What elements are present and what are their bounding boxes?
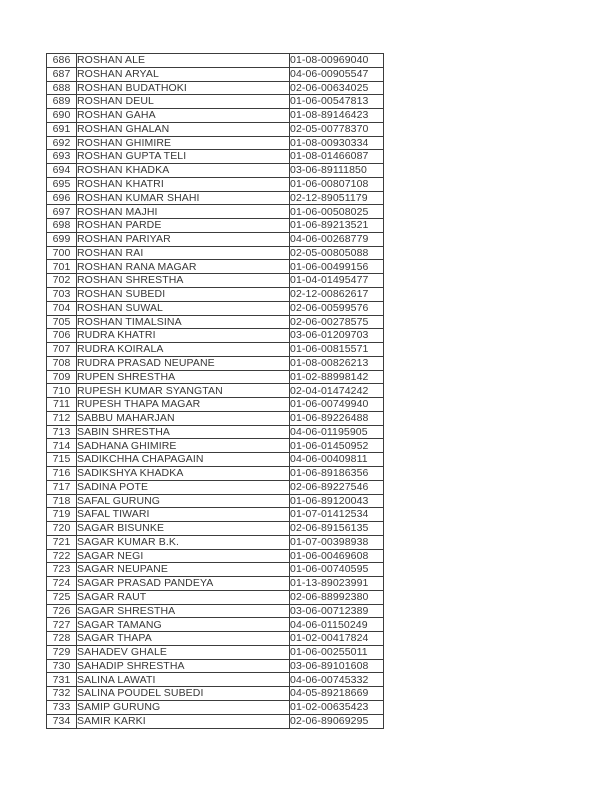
table-row [47,150,384,164]
name-cell: SADIKCHHA CHAPAGAIN [77,453,290,467]
serial-number-cell: 730 [47,659,77,673]
name-cell: SABIN SHRESTHA [77,425,290,439]
table-row [47,673,384,687]
serial-number-cell: 705 [47,315,77,329]
serial-number-cell: 726 [47,604,77,618]
table-row [47,687,384,701]
table-row [47,343,384,357]
name-cell: ROSHAN KUMAR SHAHI [77,191,290,205]
serial-number-cell: 686 [47,54,77,68]
serial-number-cell: 729 [47,645,77,659]
name-cell: SAGAR PRASAD PANDEYA [77,577,290,591]
id-number-cell: 02-05-00778370 [290,122,384,136]
serial-number-cell: 722 [47,549,77,563]
name-cell: RUPESH THAPA MAGAR [77,398,290,412]
id-number-cell: 01-07-01412534 [290,508,384,522]
id-number-cell: 01-06-89186356 [290,466,384,480]
table-row [47,81,384,95]
name-cell: ROSHAN ALE [77,54,290,68]
id-number-cell: 03-06-00712389 [290,604,384,618]
name-cell: RUPESH KUMAR SYANGTAN [77,384,290,398]
name-cell: RUDRA KHATRI [77,329,290,343]
serial-number-cell: 712 [47,411,77,425]
id-number-cell: 04-06-00409811 [290,453,384,467]
id-number-cell: 01-06-00749940 [290,398,384,412]
serial-number-cell: 699 [47,232,77,246]
id-number-cell: 03-06-89101608 [290,659,384,673]
serial-number-cell: 688 [47,81,77,95]
id-number-cell: 02-04-01474242 [290,384,384,398]
name-cell: SALINA LAWATI [77,673,290,687]
id-number-cell: 01-04-01495477 [290,274,384,288]
serial-number-cell: 692 [47,136,77,150]
id-number-cell: 01-06-00508025 [290,205,384,219]
table-row [47,315,384,329]
table-row [47,453,384,467]
name-cell: ROSHAN SHRESTHA [77,274,290,288]
table-row [47,535,384,549]
table-row [47,274,384,288]
name-cell: ROSHAN ARYAL [77,67,290,81]
serial-number-cell: 702 [47,274,77,288]
id-number-cell: 02-06-00278575 [290,315,384,329]
table-row [47,246,384,260]
serial-number-cell: 716 [47,466,77,480]
serial-number-cell: 715 [47,453,77,467]
table-row [47,549,384,563]
name-cell: ROSHAN MAJHI [77,205,290,219]
serial-number-cell: 709 [47,370,77,384]
name-cell: SAFAL GURUNG [77,494,290,508]
name-cell: SAGAR KUMAR B.K. [77,535,290,549]
id-number-cell: 02-06-00634025 [290,81,384,95]
table-row [47,260,384,274]
name-cell: SAGAR BISUNKE [77,522,290,536]
serial-number-cell: 687 [47,67,77,81]
name-cell: ROSHAN DEUL [77,95,290,109]
id-number-cell: 01-02-00635423 [290,700,384,714]
name-cell: SAHADIP SHRESTHA [77,659,290,673]
table-row [47,590,384,604]
serial-number-cell: 714 [47,439,77,453]
name-cell: ROSHAN TIMALSINA [77,315,290,329]
name-cell: RUPEN SHRESTHA [77,370,290,384]
name-cell: RUDRA KOIRALA [77,343,290,357]
id-number-cell: 04-06-00905547 [290,67,384,81]
serial-number-cell: 724 [47,577,77,591]
name-cell: ROSHAN GUPTA TELI [77,150,290,164]
name-cell: ROSHAN SUBEDI [77,288,290,302]
table-row [47,494,384,508]
serial-number-cell: 704 [47,301,77,315]
table-row [47,714,384,728]
table-row [47,522,384,536]
name-cell: ROSHAN GHALAN [77,122,290,136]
table-row [47,604,384,618]
table-row [47,205,384,219]
id-number-cell: 01-06-89120043 [290,494,384,508]
serial-number-cell: 732 [47,687,77,701]
id-number-cell: 01-06-00499156 [290,260,384,274]
table-row [47,480,384,494]
name-cell: ROSHAN PARIYAR [77,232,290,246]
table-row [47,67,384,81]
table-row [47,164,384,178]
roster-table [46,53,384,729]
table-row [47,191,384,205]
id-number-cell: 01-08-00969040 [290,54,384,68]
id-number-cell: 01-06-00740595 [290,563,384,577]
name-cell: SABBU MAHARJAN [77,411,290,425]
name-cell: SAMIP GURUNG [77,700,290,714]
id-number-cell: 01-08-01466087 [290,150,384,164]
serial-number-cell: 708 [47,356,77,370]
table-row [47,95,384,109]
table-row [47,122,384,136]
name-cell: SAGAR SHRESTHA [77,604,290,618]
id-number-cell: 04-05-89218669 [290,687,384,701]
table-row [47,563,384,577]
table-row [47,370,384,384]
serial-number-cell: 691 [47,122,77,136]
serial-number-cell: 719 [47,508,77,522]
serial-number-cell: 689 [47,95,77,109]
name-cell: ROSHAN KHATRI [77,177,290,191]
id-number-cell: 02-05-00805088 [290,246,384,260]
serial-number-cell: 725 [47,590,77,604]
id-number-cell: 02-06-00599576 [290,301,384,315]
id-number-cell: 01-02-88998142 [290,370,384,384]
serial-number-cell: 710 [47,384,77,398]
table-row [47,398,384,412]
table-row [47,700,384,714]
id-number-cell: 04-06-01195905 [290,425,384,439]
id-number-cell: 01-08-89146423 [290,109,384,123]
name-cell: SADHANA GHIMIRE [77,439,290,453]
serial-number-cell: 727 [47,618,77,632]
id-number-cell: 01-08-00930334 [290,136,384,150]
name-cell: SAGAR TAMANG [77,618,290,632]
name-cell: SADIKSHYA KHADKA [77,466,290,480]
table-row [47,411,384,425]
name-cell: ROSHAN GAHA [77,109,290,123]
serial-number-cell: 721 [47,535,77,549]
name-cell: RUDRA PRASAD NEUPANE [77,356,290,370]
id-number-cell: 01-06-00807108 [290,177,384,191]
serial-number-cell: 720 [47,522,77,536]
serial-number-cell: 697 [47,205,77,219]
name-cell: ROSHAN SUWAL [77,301,290,315]
id-number-cell: 04-06-00268779 [290,232,384,246]
name-cell: SAGAR NEUPANE [77,563,290,577]
serial-number-cell: 695 [47,177,77,191]
table-row [47,384,384,398]
table-row [47,301,384,315]
id-number-cell: 02-12-00862617 [290,288,384,302]
table-row [47,577,384,591]
id-number-cell: 02-12-89051179 [290,191,384,205]
table-row [47,466,384,480]
name-cell: ROSHAN GHIMIRE [77,136,290,150]
table-row [47,177,384,191]
name-cell: SAGAR THAPA [77,632,290,646]
table-row [47,425,384,439]
table-row [47,356,384,370]
serial-number-cell: 728 [47,632,77,646]
name-cell: SAGAR NEGI [77,549,290,563]
id-number-cell: 02-06-89156135 [290,522,384,536]
name-cell: SAMIR KARKI [77,714,290,728]
id-number-cell: 04-06-00745332 [290,673,384,687]
table-row [47,232,384,246]
serial-number-cell: 703 [47,288,77,302]
id-number-cell: 01-06-00547813 [290,95,384,109]
id-number-cell: 01-06-89226488 [290,411,384,425]
id-number-cell: 03-06-89111850 [290,164,384,178]
name-cell: ROSHAN RANA MAGAR [77,260,290,274]
id-number-cell: 02-06-88992380 [290,590,384,604]
table-row [47,329,384,343]
table-row [47,508,384,522]
table-row [47,618,384,632]
id-number-cell: 01-06-00469608 [290,549,384,563]
name-cell: SALINA POUDEL SUBEDI [77,687,290,701]
table-row [47,645,384,659]
serial-number-cell: 734 [47,714,77,728]
name-cell: ROSHAN BUDATHOKI [77,81,290,95]
id-number-cell: 01-02-00417824 [290,632,384,646]
name-cell: ROSHAN RAI [77,246,290,260]
serial-number-cell: 731 [47,673,77,687]
id-number-cell: 01-06-01450952 [290,439,384,453]
id-number-cell: 02-06-89227546 [290,480,384,494]
serial-number-cell: 701 [47,260,77,274]
name-cell: SAFAL TIWARI [77,508,290,522]
id-number-cell: 01-06-89213521 [290,219,384,233]
table-row [47,54,384,68]
serial-number-cell: 700 [47,246,77,260]
name-cell: SAGAR RAUT [77,590,290,604]
table-row [47,632,384,646]
table-row [47,219,384,233]
table-row [47,109,384,123]
name-cell: SADINA POTE [77,480,290,494]
serial-number-cell: 698 [47,219,77,233]
name-cell: SAHADEV GHALE [77,645,290,659]
table-row [47,659,384,673]
serial-number-cell: 733 [47,700,77,714]
id-number-cell: 01-13-89023991 [290,577,384,591]
table-row [47,288,384,302]
table-row [47,136,384,150]
serial-number-cell: 693 [47,150,77,164]
id-number-cell: 02-06-89069295 [290,714,384,728]
serial-number-cell: 690 [47,109,77,123]
serial-number-cell: 707 [47,343,77,357]
table-row [47,439,384,453]
serial-number-cell: 723 [47,563,77,577]
serial-number-cell: 706 [47,329,77,343]
id-number-cell: 01-06-00255011 [290,645,384,659]
serial-number-cell: 713 [47,425,77,439]
id-number-cell: 04-06-01150249 [290,618,384,632]
serial-number-cell: 717 [47,480,77,494]
id-number-cell: 01-06-00815571 [290,343,384,357]
id-number-cell: 01-08-00826213 [290,356,384,370]
name-cell: ROSHAN KHADKA [77,164,290,178]
id-number-cell: 03-06-01209703 [290,329,384,343]
serial-number-cell: 696 [47,191,77,205]
id-number-cell: 01-07-00398938 [290,535,384,549]
serial-number-cell: 718 [47,494,77,508]
serial-number-cell: 694 [47,164,77,178]
serial-number-cell: 711 [47,398,77,412]
name-cell: ROSHAN PARDE [77,219,290,233]
roster-table-body [47,54,384,729]
